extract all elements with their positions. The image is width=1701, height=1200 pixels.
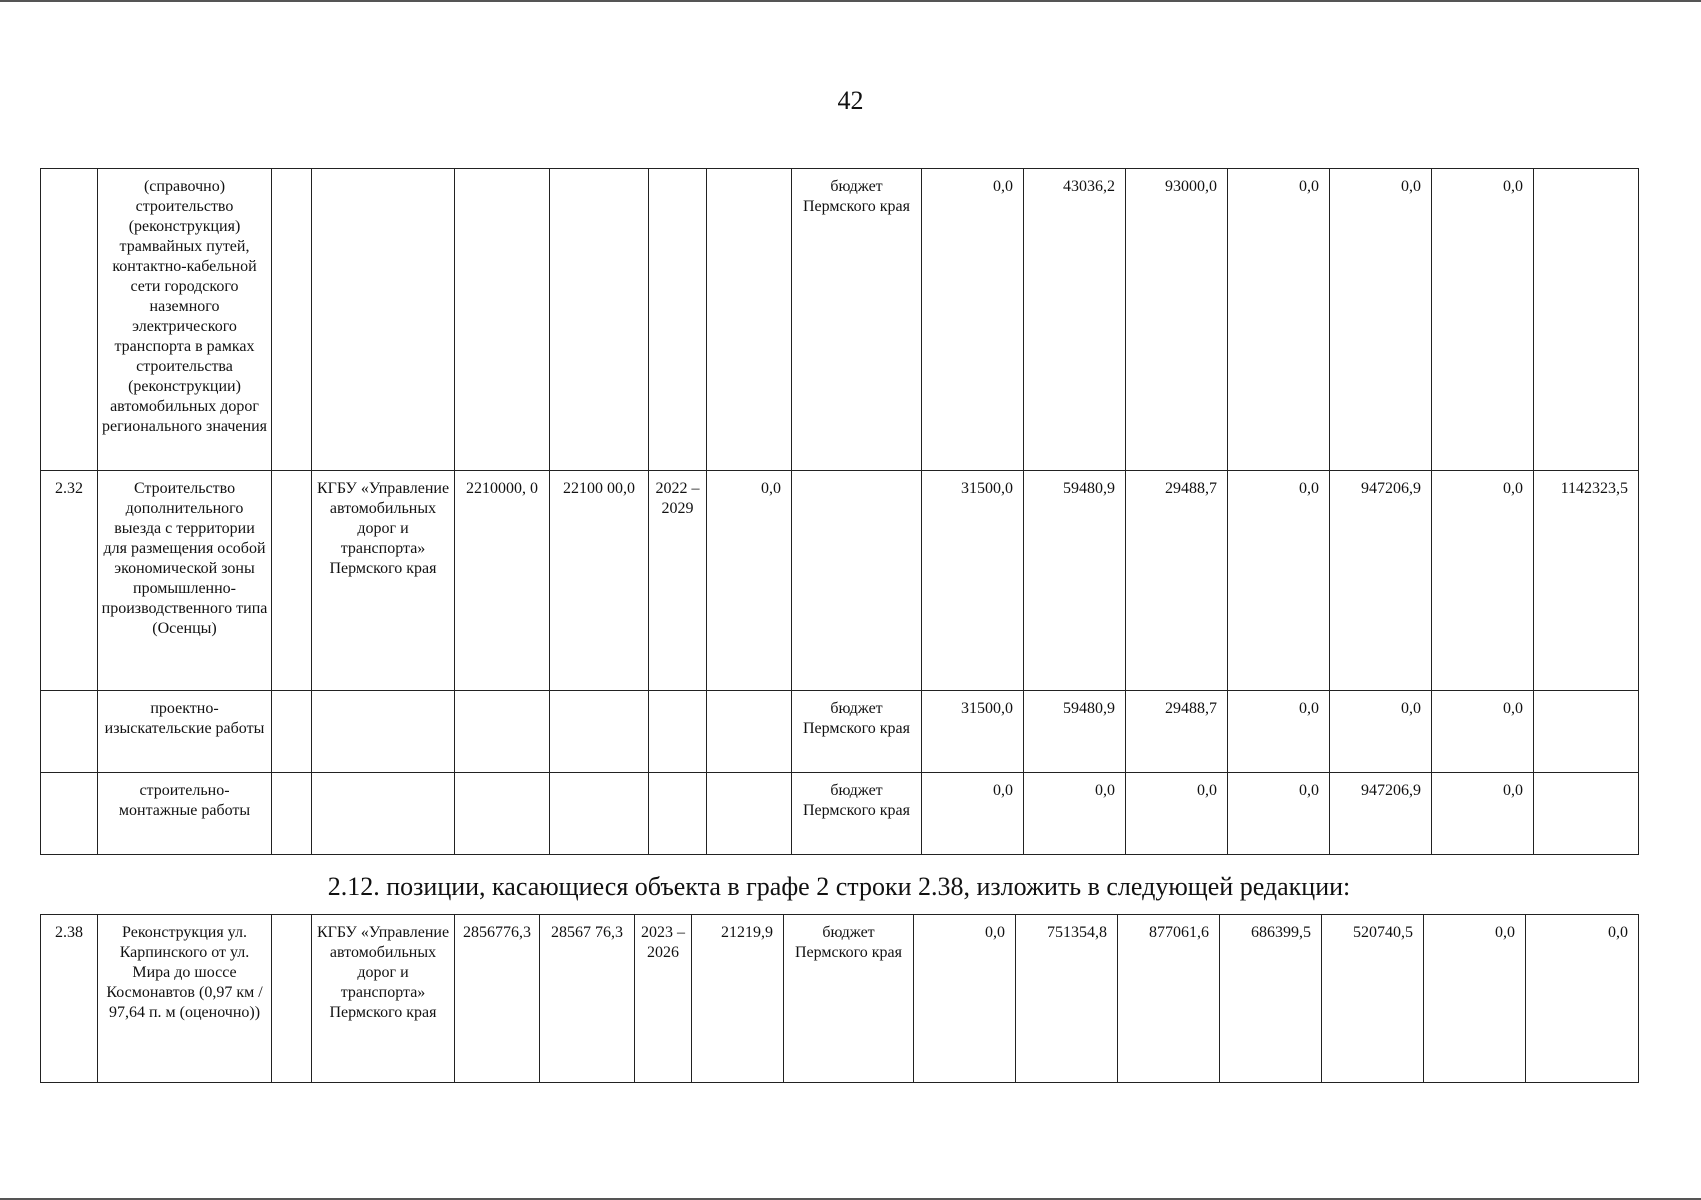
value-2: 59480,9	[1024, 691, 1126, 773]
funding-source: бюджет Пермского края	[792, 773, 922, 855]
period	[649, 169, 707, 471]
object-name: Строительство дополнительного выезда с территории для размещения особой экономической зоны промышленно-производственного типа (Осенцы)	[98, 471, 272, 691]
row-number	[41, 773, 98, 855]
funding-source	[792, 471, 922, 691]
cell-col8: 0,0	[707, 471, 792, 691]
row-number: 2.38	[41, 915, 98, 1083]
period	[649, 691, 707, 773]
page-number: 42	[837, 86, 864, 115]
organization	[312, 169, 455, 471]
value-3: 29488,7	[1126, 471, 1228, 691]
value-1: 0,0	[922, 773, 1024, 855]
value-6: 0,0	[1432, 169, 1534, 471]
value-1: 0,0	[914, 915, 1016, 1083]
value-2: 0,0	[1024, 773, 1126, 855]
value-5: 0,0	[1330, 169, 1432, 471]
value-2: 751354,8	[1016, 915, 1118, 1083]
cost-estimate	[455, 773, 550, 855]
table-row	[41, 691, 1639, 773]
table-row	[41, 773, 1639, 855]
cell-col8	[707, 169, 792, 471]
row-number	[41, 169, 98, 471]
value-7: 1142323,5	[1534, 471, 1639, 691]
value-5: 520740,5	[1322, 915, 1424, 1083]
cell-col3	[272, 915, 312, 1083]
cost-total: 22100 00,0	[550, 471, 649, 691]
top-table	[40, 168, 1639, 855]
value-3: 93000,0	[1126, 169, 1228, 471]
cell-col8	[707, 691, 792, 773]
table-row	[41, 915, 1639, 1083]
value-7	[1534, 169, 1639, 471]
cell-col3	[272, 169, 312, 471]
value-4: 686399,5	[1220, 915, 1322, 1083]
value-4: 0,0	[1228, 471, 1330, 691]
cost-total	[550, 169, 649, 471]
period: 2022 – 2029	[649, 471, 707, 691]
object-name: проектно-изыскательские работы	[98, 691, 272, 773]
value-5: 947206,9	[1330, 773, 1432, 855]
period	[649, 773, 707, 855]
period: 2023 – 2026	[635, 915, 692, 1083]
value-4: 0,0	[1228, 169, 1330, 471]
object-name: (справочно) строительство (реконструкция) трамвайных путей, контактно-кабельной сети городского наземного электрического транспорта в рамках строительства (реконструкции) автомобильных дорог регионального значения	[98, 169, 272, 471]
cell-col8: 21219,9	[692, 915, 784, 1083]
organization	[312, 773, 455, 855]
value-5: 947206,9	[1330, 471, 1432, 691]
value-7	[1534, 691, 1639, 773]
bottom-table	[40, 914, 1639, 1083]
value-1: 0,0	[922, 169, 1024, 471]
cost-estimate: 2210000, 0	[455, 471, 550, 691]
value-6: 0,0	[1424, 915, 1526, 1083]
cost-estimate	[455, 169, 550, 471]
organization: КГБУ «Управление автомобильных дорог и транспорта» Пермского края	[312, 471, 455, 691]
organization: КГБУ «Управление автомобильных дорог и транспорта» Пермского края	[312, 915, 455, 1083]
cost-total	[550, 773, 649, 855]
value-7: 0,0	[1526, 915, 1639, 1083]
cost-total: 28567 76,3	[540, 915, 635, 1083]
value-2: 43036,2	[1024, 169, 1126, 471]
row-number: 2.32	[41, 471, 98, 691]
cell-col3	[272, 471, 312, 691]
funding-source: бюджет Пермского края	[784, 915, 914, 1083]
table-row	[41, 471, 1639, 691]
cost-estimate	[455, 691, 550, 773]
table-row	[41, 169, 1639, 471]
cell-col8	[707, 773, 792, 855]
cell-col3	[272, 773, 312, 855]
row-number	[41, 691, 98, 773]
object-name: Реконструкция ул. Карпинского от ул. Мира до шоссе Космонавтов (0,97 км / 97,64 п. м (оценочно))	[98, 915, 272, 1083]
value-4: 0,0	[1228, 691, 1330, 773]
value-6: 0,0	[1432, 471, 1534, 691]
value-5: 0,0	[1330, 691, 1432, 773]
value-7	[1534, 773, 1639, 855]
value-6: 0,0	[1432, 691, 1534, 773]
value-6: 0,0	[1432, 773, 1534, 855]
cost-total	[550, 691, 649, 773]
object-name: строительно-монтажные работы	[98, 773, 272, 855]
cell-col3	[272, 691, 312, 773]
funding-source: бюджет Пермского края	[792, 691, 922, 773]
value-3: 877061,6	[1118, 915, 1220, 1083]
top-edge-line	[0, 0, 1701, 2]
cost-estimate: 2856776,3	[455, 915, 540, 1083]
value-1: 31500,0	[922, 691, 1024, 773]
funding-source: бюджет Пермского края	[792, 169, 922, 471]
value-1: 31500,0	[922, 471, 1024, 691]
value-2: 59480,9	[1024, 471, 1126, 691]
value-3: 0,0	[1126, 773, 1228, 855]
value-3: 29488,7	[1126, 691, 1228, 773]
value-4: 0,0	[1228, 773, 1330, 855]
section-caption: 2.12. позиции, касающиеся объекта в графе 2 строки 2.38, изложить в следующей редакции:	[327, 872, 1351, 901]
organization	[312, 691, 455, 773]
